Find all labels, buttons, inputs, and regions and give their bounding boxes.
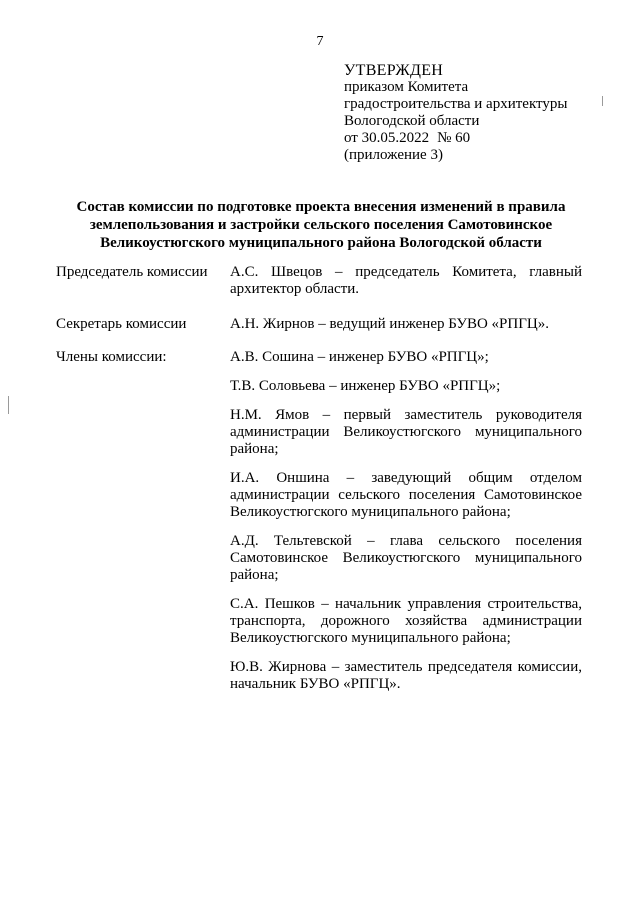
title-line-1: Состав комиссии по подготовке проекта внесения изменений в правила <box>76 199 566 215</box>
chairman-row <box>56 264 582 298</box>
member-item: С.А. Пешков – начальник управления строительства, транспорта, дорожного хозяйства администрации Великоустюгского муниципального района; <box>230 596 582 646</box>
approval-appendix: (приложение 3) <box>344 147 443 163</box>
member-item: А.В. Сошина – инженер БУВО «РПГЦ»; <box>230 349 489 365</box>
chairman-people <box>230 264 582 298</box>
secretary-people <box>230 316 582 333</box>
title-line-3: Великоустюгского муниципального района Вологодской области <box>100 235 542 251</box>
member-item: Н.М. Ямов – первый заместитель руководителя администрации Великоустюгского муниципального района; <box>230 407 582 457</box>
members-role: Члены комиссии: <box>56 349 167 365</box>
member-item: Ю.В. Жирнова – заместитель председателя комиссии, начальник БУВО «РПГЦ». <box>230 659 582 692</box>
approval-line-1: приказом Комитета <box>344 79 469 95</box>
chairman-person: А.С. Швецов – председатель Комитета, главный архитектор области. <box>230 264 582 297</box>
approval-line-2: градостроительства и архитектуры <box>344 96 568 112</box>
approval-date: от 30.05.2022 <box>344 130 430 146</box>
scan-mark-left <box>8 396 9 414</box>
approval-block <box>344 62 567 164</box>
page-number: 7 <box>316 34 324 49</box>
scan-mark-right <box>602 96 603 106</box>
member-item: А.Д. Тельтевской – глава сельского поселения Самотовинское Великоустюгского муниципального района; <box>230 533 582 583</box>
members-list <box>230 349 582 693</box>
chairman-role: Председатель комиссии <box>56 264 208 280</box>
secretary-role: Секретарь комиссии <box>56 316 187 332</box>
approval-number: № 60 <box>437 130 471 146</box>
members-row <box>56 349 582 693</box>
title-line-2: землепользования и застройки сельского поселения Самотовинское <box>89 217 553 233</box>
approval-heading: УТВЕРЖДЕН <box>344 62 444 79</box>
approval-line-3: Вологодской области <box>344 113 480 129</box>
document-title <box>56 198 586 252</box>
member-item: И.А. Оншина – заведующий общим отделом администрации сельского поселения Самотовинское Великоустюгского муниципального района; <box>230 470 582 520</box>
secretary-row <box>56 316 582 333</box>
approval-date-line <box>344 130 567 147</box>
member-item: Т.В. Соловьева – инженер БУВО «РПГЦ»; <box>230 378 501 394</box>
secretary-person: А.Н. Жирнов – ведущий инженер БУВО «РПГЦ». <box>230 316 549 332</box>
commission-composition <box>56 264 582 693</box>
